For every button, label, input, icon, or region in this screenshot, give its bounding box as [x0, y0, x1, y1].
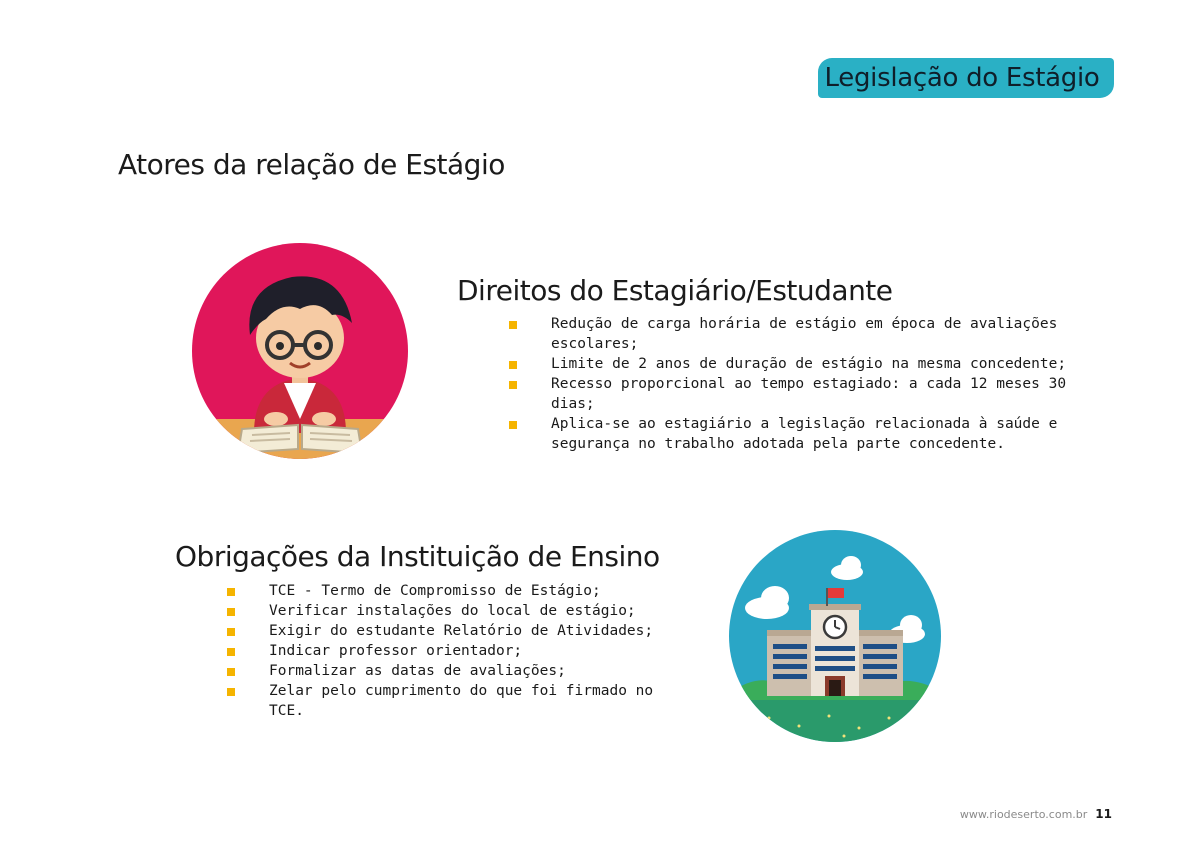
list-item: Limite de 2 anos de duração de estágio na mesma concedente; [507, 354, 1097, 374]
student-rights-list [507, 314, 1097, 454]
student-reading-illustration [192, 243, 408, 459]
list-item: TCE - Termo de Compromisso de Estágio; [225, 581, 695, 601]
bullet-square-icon [509, 381, 517, 389]
list-item: Recesso proporcional ao tempo estagiado: a cada 12 meses 30 dias; [507, 374, 1097, 414]
section-badge: Legislação do Estágio [818, 58, 1114, 98]
page-title: Atores da relação de Estágio [118, 148, 505, 181]
school-building-illustration [729, 530, 941, 742]
list-item: Formalizar as datas de avaliações; [225, 661, 695, 681]
bullet-square-icon [509, 361, 517, 369]
bullet-square-icon [227, 668, 235, 676]
bullet-square-icon [227, 588, 235, 596]
institution-obligations-list [225, 581, 695, 721]
list-item: Redução de carga horária de estágio em época de avaliações escolares; [507, 314, 1097, 354]
website-url: www.riodeserto.com.br [959, 807, 1088, 821]
list-item: Aplica-se ao estagiário a legislação relacionada à saúde e segurança no trabalho adotada pela parte concedente. [507, 414, 1097, 454]
list-item: Exigir do estudante Relatório de Atividades; [225, 621, 695, 641]
list-item: Indicar professor orientador; [225, 641, 695, 661]
bullet-square-icon [227, 648, 235, 656]
page-footer [960, 807, 1112, 821]
list-item: Zelar pelo cumprimento do que foi firmado no TCE. [225, 681, 695, 721]
list-item: Verificar instalações do local de estágio; [225, 601, 695, 621]
bullet-square-icon [227, 688, 235, 696]
bullet-square-icon [509, 321, 517, 329]
bullet-square-icon [509, 421, 517, 429]
page-number: 11 [1095, 807, 1112, 821]
student-rights-heading: Direitos do Estagiário/Estudante [457, 274, 893, 307]
bullet-square-icon [227, 608, 235, 616]
institution-obligations-heading: Obrigações da Instituição de Ensino [175, 540, 660, 573]
bullet-square-icon [227, 628, 235, 636]
